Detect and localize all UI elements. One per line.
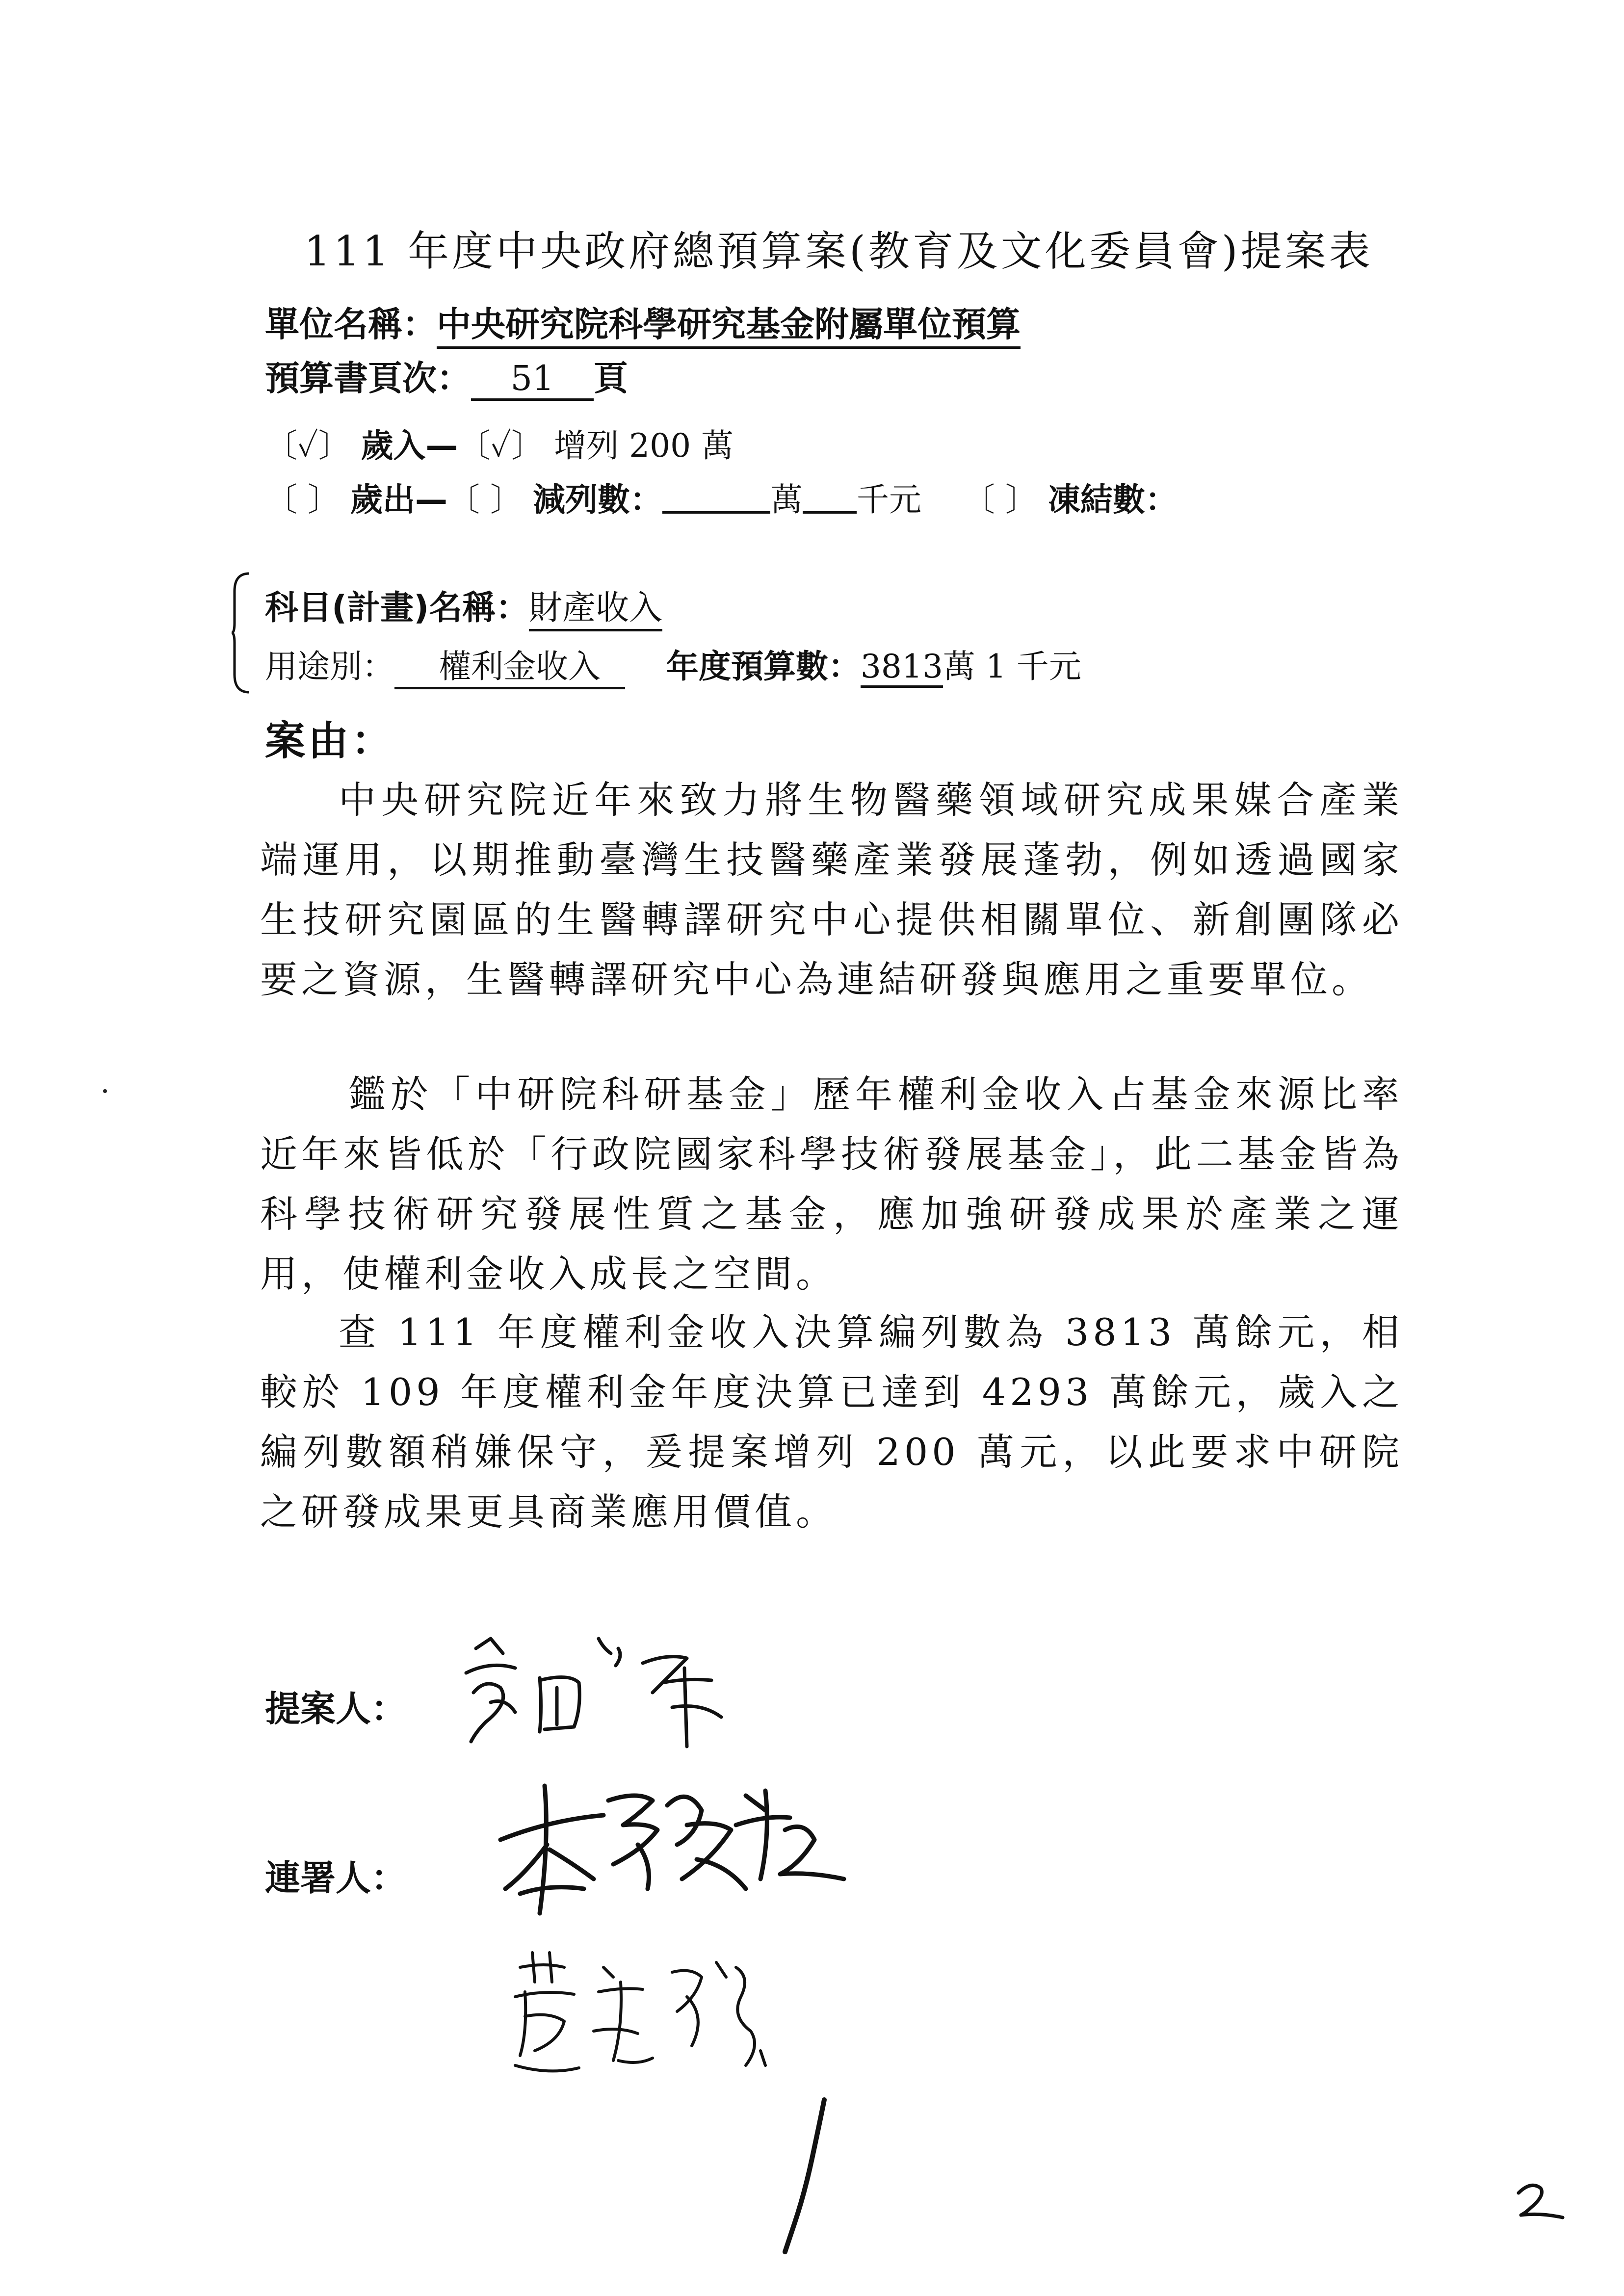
unit-row bbox=[265, 297, 1021, 349]
reduce-label: 減列數： bbox=[532, 481, 662, 519]
handwritten-page-number bbox=[1511, 2178, 1570, 2222]
budget-page-value: 51 bbox=[471, 358, 594, 401]
purpose-label: 用途別： bbox=[265, 648, 394, 685]
budget-page-suffix: 頁 bbox=[594, 358, 628, 398]
wan-unit: 萬 bbox=[770, 481, 803, 519]
form-title: 111 年度中央政府總預算案(教育及文化委員會)提案表 bbox=[304, 227, 1373, 275]
budget-page-row bbox=[265, 351, 628, 401]
cosigner-label: 連署人： bbox=[265, 1857, 407, 1899]
increase-text: 增列 200 萬 bbox=[554, 427, 734, 465]
purpose-value: 權利金收入 bbox=[394, 640, 625, 689]
revenue-label: 歲入— bbox=[361, 427, 458, 465]
revenue-checkbox: 〔✓〕 bbox=[265, 427, 351, 465]
unit-value: 中央研究院科學研究基金附屬單位預算 bbox=[437, 297, 1021, 349]
reduce-qian-blank bbox=[803, 484, 857, 514]
qian-unit: 千元 bbox=[856, 481, 921, 519]
revenue-row bbox=[265, 419, 733, 466]
expense-label: 歲出— bbox=[350, 481, 447, 519]
purpose-row bbox=[265, 640, 1081, 689]
reduce-checkbox: 〔 〕 bbox=[447, 481, 523, 519]
subject-value: 財產收入 bbox=[529, 581, 662, 631]
reason-paragraph: 查 111 年度權利金收入決算編列數為 3813 萬餘元，相較於 109 年度權利金年度決算已達到 4293 萬餘元，歲入之編列數額稍嫌保守，爰提案增列 200 萬元，以此要求中研院之研發成果更具商業應用價值。 bbox=[260, 1310, 1403, 1534]
scan-speck bbox=[103, 1089, 107, 1093]
reason-paragraph: 鑑於「中研院科研基金」歷年權利金收入占基金來源比率近年來皆低於「行政院國家科學技術發展基金」，此二基金皆為科學技術研究發展性質之基金，應加強研發成果於產業之運用，使權利金收入成長之空間。 bbox=[260, 1072, 1403, 1296]
cosigner-signature bbox=[491, 1766, 864, 1928]
cosigner-signature-2 bbox=[505, 1943, 780, 2090]
increase-checkbox: 〔✓〕 bbox=[458, 427, 544, 465]
reduce-wan-blank bbox=[662, 484, 770, 514]
budget-page-label: 預算書頁次： bbox=[265, 358, 471, 398]
freeze-checkbox: 〔 〕 bbox=[962, 481, 1038, 519]
subject-label: 科目(計畫)名稱： bbox=[265, 589, 529, 627]
subject-row bbox=[265, 581, 662, 631]
proposer-signature bbox=[456, 1619, 751, 1766]
brace-mark bbox=[231, 572, 250, 694]
proposer-label: 提案人： bbox=[265, 1688, 407, 1729]
annual-budget-suffix: 萬 1 千元 bbox=[943, 648, 1081, 685]
reason-heading: 案由： bbox=[265, 718, 395, 764]
annual-budget-label: 年度預算數： bbox=[666, 648, 861, 685]
reason-paragraph: 中央研究院近年來致力將生物醫藥領域研究成果媒合產業端運用，以期推動臺灣生技醫藥產業發展蓬勃，例如透過國家生技研究園區的生醫轉譯研究中心提供相關單位、新創團隊必要之資源，生醫轉譯研究中心為連結研發與應用之重要單位。 bbox=[260, 778, 1403, 1001]
handwritten-number-mark bbox=[765, 2095, 844, 2257]
unit-label: 單位名稱： bbox=[265, 304, 437, 344]
expense-row bbox=[265, 473, 1178, 520]
expense-checkbox: 〔 〕 bbox=[265, 481, 340, 519]
annual-budget-value: 3813 bbox=[861, 648, 943, 688]
freeze-label: 凍結數： bbox=[1048, 481, 1178, 519]
